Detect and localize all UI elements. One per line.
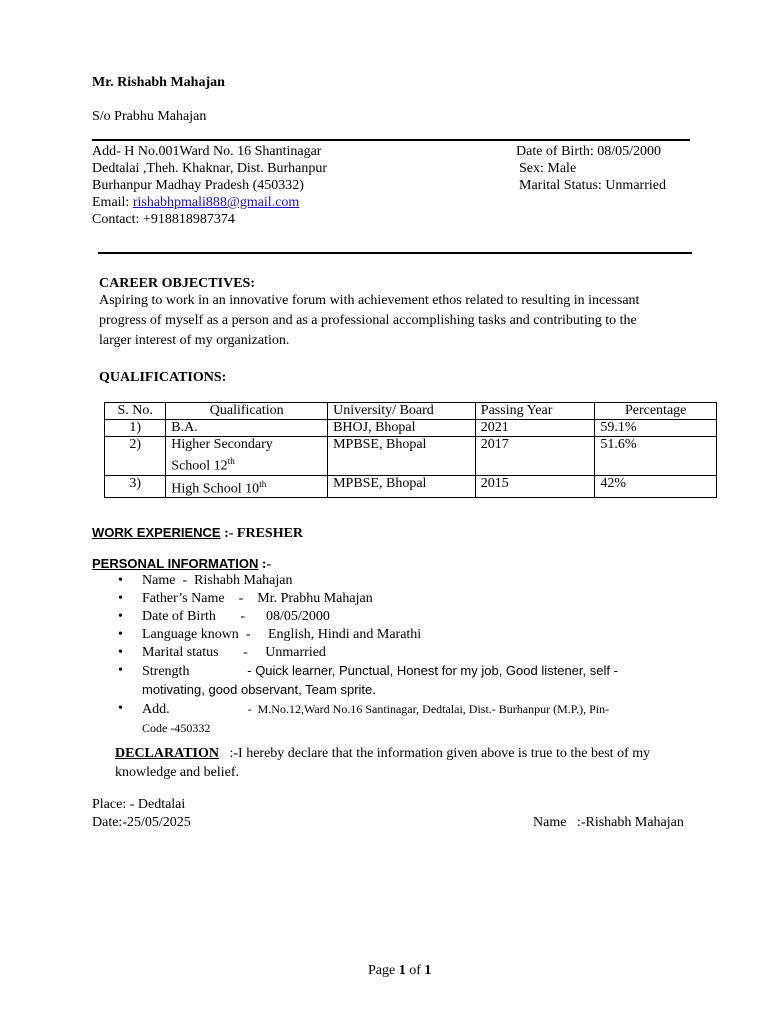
item-key: Name: [142, 573, 176, 588]
header-sno: S. No.: [105, 403, 166, 420]
page-total: 1: [424, 963, 432, 978]
list-item: [112, 590, 702, 608]
item-value: Quick learner, Punctual, Honest for my job, Good listener, self -: [255, 663, 618, 678]
bullet-icon: •: [118, 627, 123, 642]
page-number: [368, 962, 431, 979]
career-line-1: Aspiring to work in an innovative forum with achievement ethos related to resulting in incessant: [99, 293, 640, 308]
cell-board: BHOJ, Bhopal: [328, 420, 476, 437]
marital-status: Marital Status: Unmarried: [519, 178, 666, 193]
address-line-3: Burhanpur Madhay Pradesh (450332): [92, 178, 304, 193]
header-qualification: Qualification: [166, 403, 328, 420]
item-key: Language known: [142, 627, 239, 642]
qualification-line-1: Higher Secondary: [171, 437, 273, 452]
signature-name: Name :-Rishabh Mahajan: [533, 815, 684, 830]
personal-information-heading: [92, 555, 271, 573]
item-key: Date of Birth: [142, 609, 216, 624]
item-value-continued: motivating, good observant, Team sprite.: [142, 682, 376, 697]
bullet-icon: •: [118, 645, 123, 660]
address-line-2: Dedtalai ,Theh. Khaknar, Dist. Burhanpur: [92, 161, 328, 176]
work-experience: [92, 524, 303, 542]
table-row: [105, 420, 717, 437]
qualification-superscript: th: [259, 478, 267, 489]
list-item: [112, 572, 702, 590]
work-experience-label: WORK EXPERIENCE: [92, 525, 221, 540]
page-of: of: [405, 963, 425, 978]
declaration-text-continued: knowledge and belief.: [115, 765, 240, 780]
email-label: Email:: [92, 195, 133, 210]
item-key: Father’s Name: [142, 591, 225, 606]
bullet-icon: •: [118, 591, 123, 606]
email-link[interactable]: rishabhpmali888@gmail.com: [132, 195, 300, 210]
cell-year: 2015: [475, 475, 595, 498]
cell-percentage: 42%: [595, 475, 717, 498]
item-separator: -: [215, 609, 267, 624]
qualifications-heading: QUALIFICATIONS:: [99, 370, 227, 385]
item-separator: -: [218, 645, 266, 660]
date: Date:-25/05/2025: [92, 815, 191, 830]
item-value: Unmarried: [265, 645, 326, 660]
qualification-line-2: School 12: [171, 458, 228, 474]
item-separator: -: [189, 663, 256, 678]
cell-sno: 3): [105, 475, 166, 498]
address-line-1: Add- H No.001Ward No. 16 Shantinagar: [92, 144, 322, 159]
bullet-icon: •: [118, 609, 123, 624]
table-header-row: [105, 403, 717, 420]
qualifications-table: [104, 402, 717, 498]
phone-contact: Contact: +918818987374: [92, 212, 235, 227]
declaration-label: DECLARATION: [115, 746, 219, 761]
cell-year: 2017: [475, 437, 595, 476]
table-row: [105, 437, 717, 476]
career-line-3: larger interest of my organization.: [99, 333, 290, 348]
candidate-name: Mr. Rishabh Mahajan: [92, 75, 225, 90]
item-separator: -: [175, 573, 195, 588]
declaration: [115, 745, 650, 762]
place: Place: - Dedtalai: [92, 797, 186, 812]
header-board: University/ Board: [328, 403, 476, 420]
cell-sno: 1): [105, 420, 166, 437]
list-item: [112, 700, 702, 738]
bullet-icon: •: [118, 663, 123, 678]
header-percentage: Percentage: [595, 403, 717, 420]
cell-percentage: 59.1%: [595, 420, 717, 437]
list-item: [112, 608, 702, 626]
item-separator: -: [238, 627, 268, 642]
item-separator: -: [169, 702, 258, 716]
cell-sno: 2): [105, 437, 166, 476]
cell-qualification: [166, 475, 328, 498]
bottom-divider: [98, 252, 692, 254]
parent-name: S/o Prabhu Mahajan: [92, 109, 207, 124]
cell-board: MPBSE, Bhopal: [328, 475, 476, 498]
list-item: [112, 662, 702, 700]
personal-info-list: [112, 572, 702, 738]
item-value: English, Hindi and Marathi: [267, 627, 422, 642]
item-key: Strength: [142, 664, 190, 679]
cell-qualification: [166, 437, 328, 476]
declaration-text: :-I hereby declare that the information given above is true to the best of my: [218, 746, 651, 761]
item-separator: -: [224, 591, 258, 606]
date-of-birth: Date of Birth: 08/05/2000: [516, 144, 662, 159]
item-value: 08/05/2000: [266, 609, 330, 624]
table-row: [105, 475, 717, 498]
cell-qualification: B.A.: [166, 420, 328, 437]
list-item: [112, 644, 702, 662]
list-item: [112, 626, 702, 644]
page-current: 1: [398, 963, 406, 978]
personal-information-suffix: :-: [258, 557, 272, 572]
item-value: M.No.12,Ward No.16 Santinagar, Dedtalai, Dist.- Burhanpur (M.P.), Pin-: [257, 702, 610, 716]
top-divider: [92, 139, 690, 141]
item-value: Mr. Prabhu Mahajan: [257, 591, 373, 606]
personal-information-label: PERSONAL INFORMATION: [92, 556, 259, 571]
header-year: Passing Year: [475, 403, 595, 420]
cell-board: MPBSE, Bhopal: [328, 437, 476, 476]
work-experience-value: :- FRESHER: [220, 526, 304, 541]
career-line-2: progress of myself as a person and as a professional accomplishing tasks and contributing to the: [99, 313, 637, 328]
sex: Sex: Male: [519, 161, 577, 176]
bullet-icon: •: [118, 701, 123, 716]
item-key: Marital status: [142, 645, 219, 660]
item-value: Rishabh Mahajan: [194, 573, 293, 588]
qualification-superscript: th: [227, 456, 235, 466]
item-value-continued: Code -450332: [142, 721, 211, 735]
page-prefix: Page: [368, 963, 399, 978]
qualification-text: High School 10: [171, 481, 260, 497]
item-key: Add.: [142, 702, 170, 717]
email-row: [92, 194, 299, 211]
career-objectives-heading: CAREER OBJECTIVES:: [99, 276, 255, 291]
bullet-icon: •: [118, 573, 123, 588]
cell-percentage: 51.6%: [595, 437, 717, 476]
cell-year: 2021: [475, 420, 595, 437]
